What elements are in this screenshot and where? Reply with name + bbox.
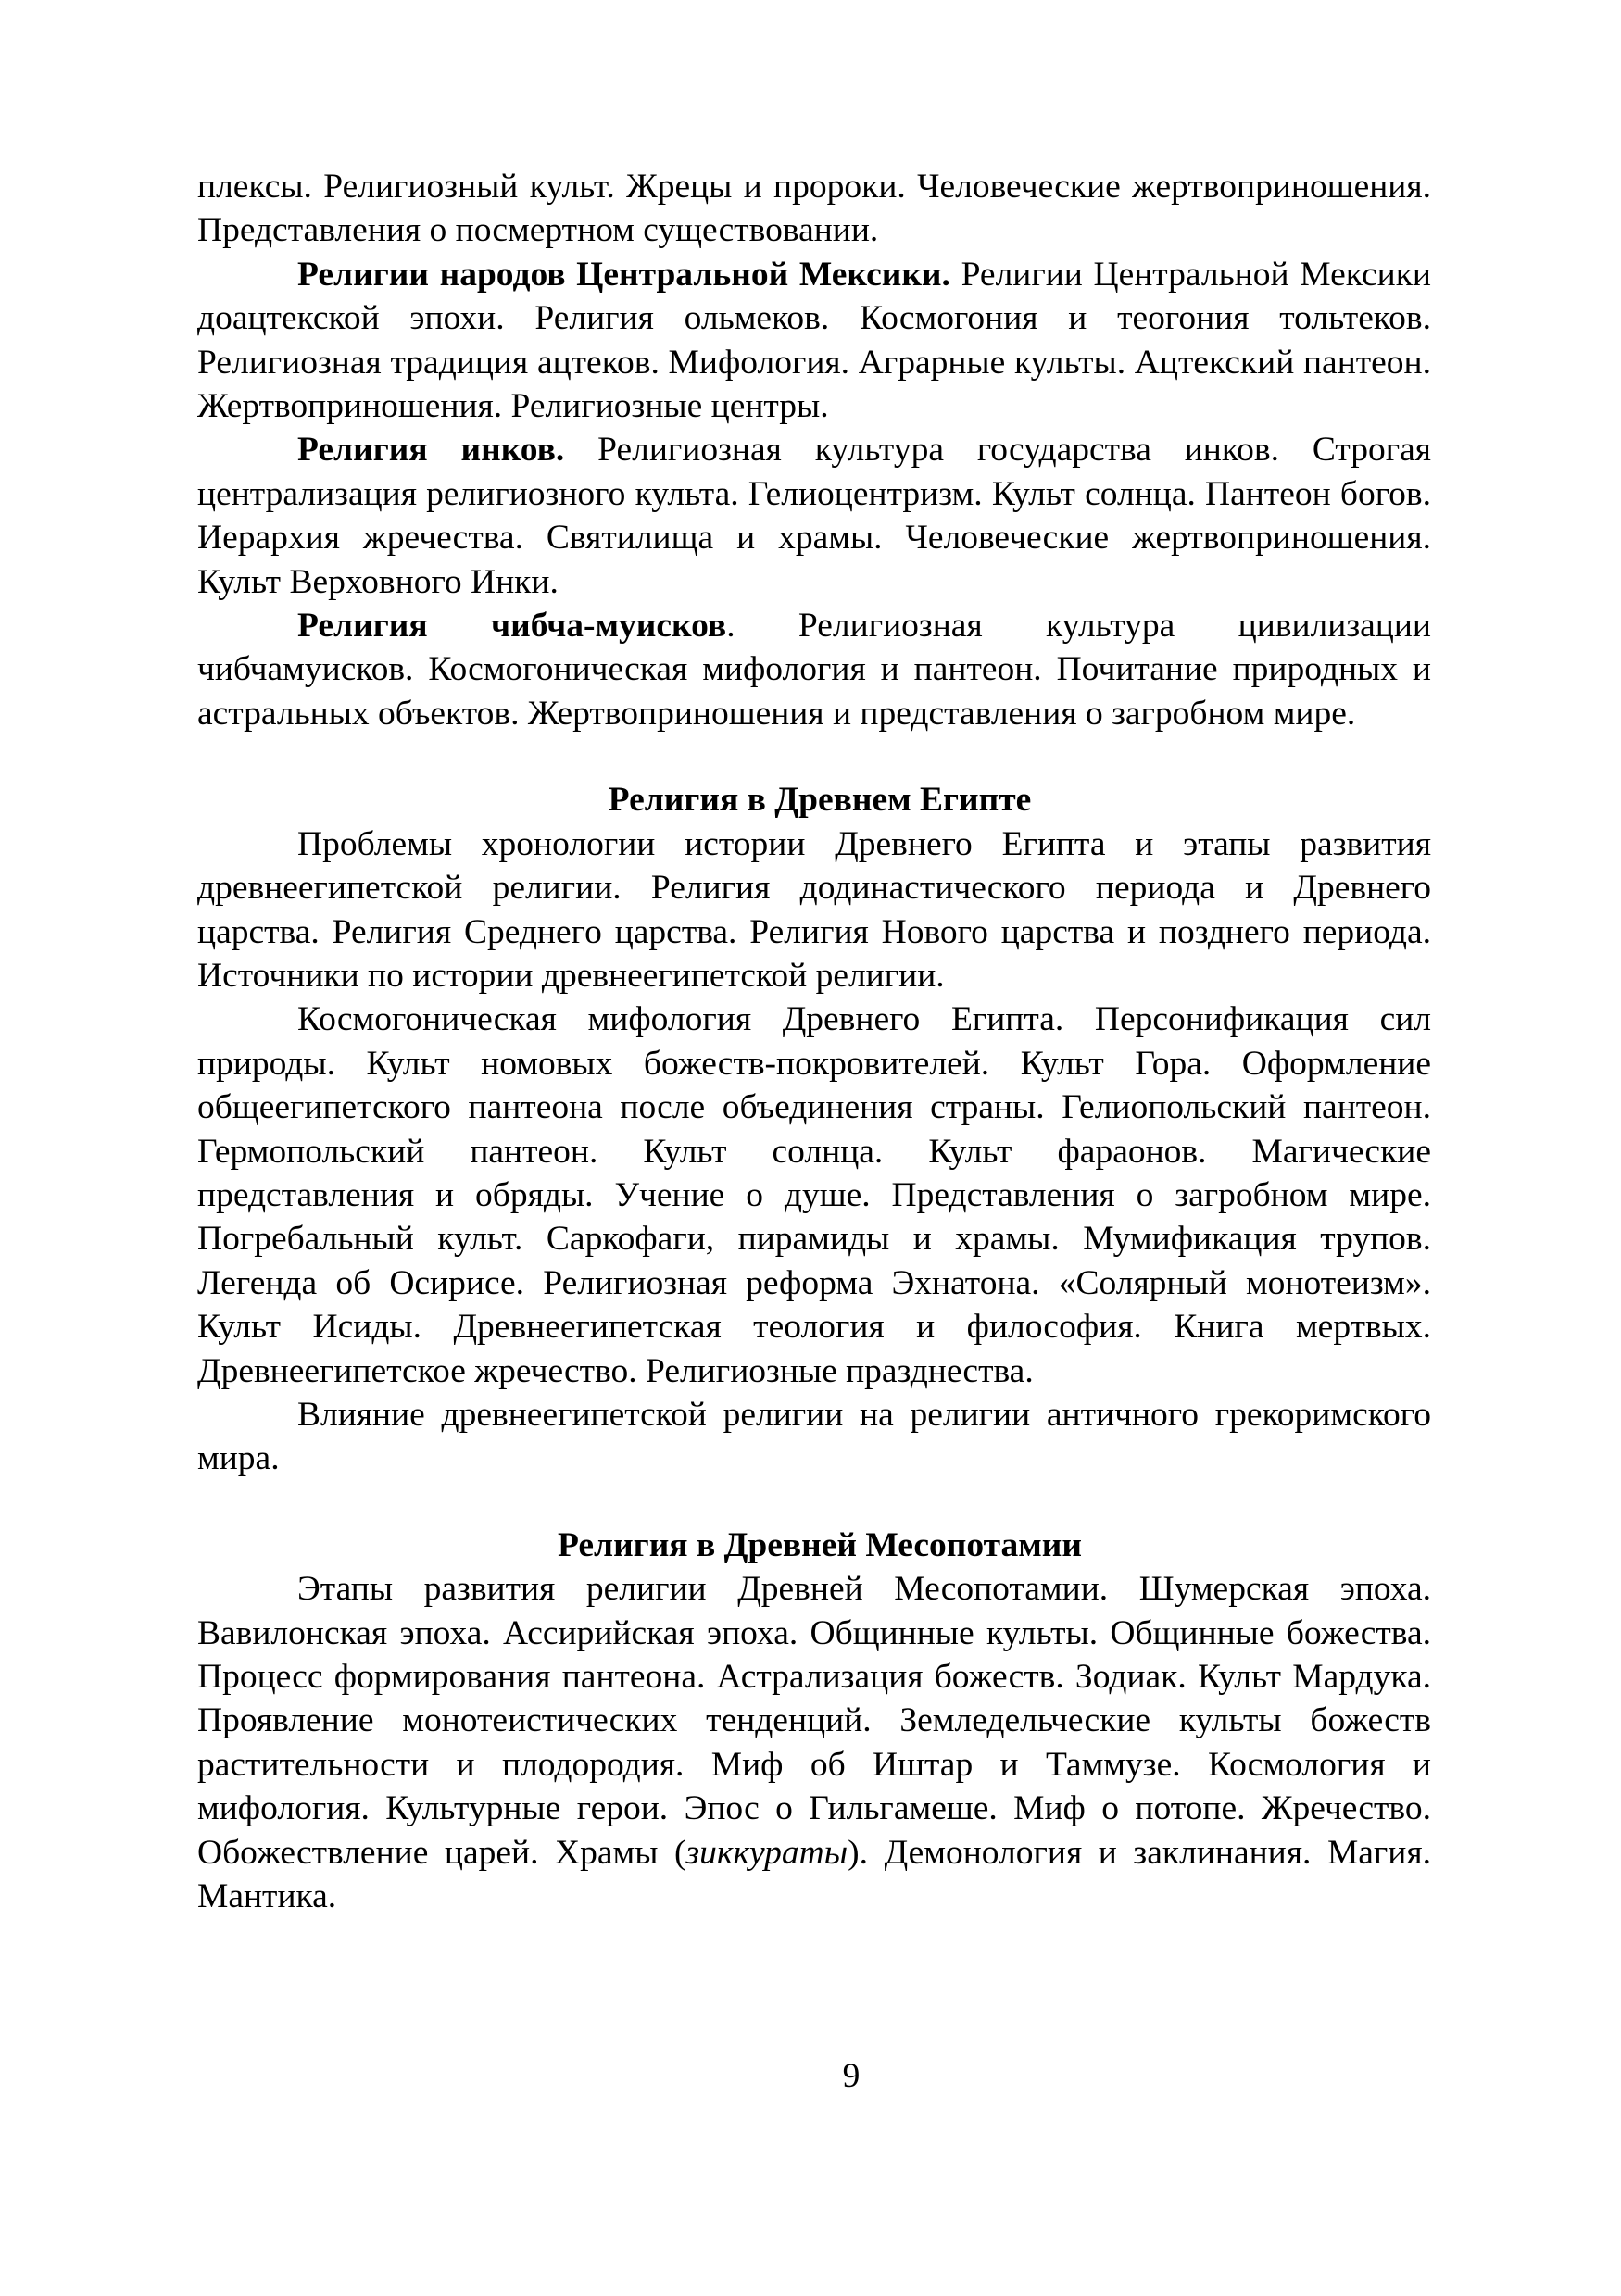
inca-paragraph <box>197 428 1431 604</box>
page-number: 9 <box>842 2057 861 2095</box>
inca-text: Религиозная культура государства инков. Строгая централизация религиозного культа. Гелиоцентризм. Культ солнца. Пантеон богов. Иерархия жречества. Святилища и храмы. Человеческие жертвоприношения. Культ Верховного Инки. <box>197 431 1431 601</box>
egypt-section-title: Религия в Древнем Египте <box>608 781 1032 820</box>
mesopotamia-paragraph <box>197 1567 1431 1918</box>
egypt-paragraph-2: Космогоническая мифология Древнего Египта. Персонификация сил природы. Культ номовых божеств-покровителей. Культ Гора. Оформление общеегипетского пантеона после объединения страны. Гелиопольский пантеон. Гермопольский пантеон. Культ солнца. Культ фараонов. Магические представления и обряды. Учение о душе. Представления о загробном мире. Погребальный культ. Саркофаги, пирамиды и храмы. Мумификация трупов. Легенда об Осирисе. Религиозная реформа Эхнатона. «Солярный монотеизм». Культ Исиды. Древнеегипетская теология и философия. Книга мертвых. Древнеегипетское жречество. Религиозные празднества. <box>197 1000 1431 1390</box>
mexico-paragraph <box>197 253 1431 429</box>
mexico-heading: Религии народов Центральной Мексики. <box>297 255 950 294</box>
chibcha-text: . Религиозная культура цивилизации чибчамуисков. Космогоническая мифология и пантеон. Почитание природных и астральных объектов. Жертвоприношения и представления о загробном мире. <box>197 607 1431 733</box>
mesopotamia-section-title: Религия в Древней Месопотамии <box>557 1525 1083 1564</box>
egypt-paragraph-3: Влияние древнеегипетской религии на религии античного грекоримского мира. <box>197 1395 1431 1478</box>
mexico-text: Религии Центральной Мексики доацтекской эпохи. Религия ольмеков. Космогония и теогония тольтеков. Религиозная традиция ацтеков. Мифология. Аграрные культы. Ацтекский пантеон. Жертвоприношения. Религиозные центры. <box>197 255 1432 426</box>
mesopotamia-text-end: ). Демонология и заклинания. Магия. Мантика. <box>197 1833 1431 1916</box>
continuation-paragraph: плексы. Религиозный культ. Жрецы и пророки. Человеческие жертвоприношения. Представления о посмертном существовании. <box>197 168 1431 250</box>
mesopotamia-text-start: Этапы развития религии Древней Месопотамии. Шумерская эпоха. Вавилонская эпоха. Ассирийская эпоха. Общинные культы. Общинные божества. Процесс формирования пантеона. Астрализация божеств. Зодиак. Культ Мардука. Проявление монотеистических тенденций. Земледельческие культы божеств растительности и плодородия. Миф об Иштар и Таммузе. Космология и мифология. Культурные герои. Эпос о Гильгамеше. Миф о потопе. Жречество. Обожествление царей. Храмы ( <box>197 1570 1431 1872</box>
inca-heading: Религия инков. <box>297 431 565 470</box>
chibcha-paragraph <box>197 604 1431 735</box>
chibcha-heading: Религия чибча-муисков <box>297 607 727 646</box>
egypt-paragraph-1: Проблемы хронологии истории Древнего Египта и этапы развития древнеегипетской религии. Религия додинастического периода и Древнего царства. Религия Среднего царства. Религия Нового царства и позднего периода. Источники по истории древнеегипетской религии. <box>197 824 1431 995</box>
page-body <box>197 165 1431 1918</box>
ziggurat-term: зиккураты <box>685 1833 848 1872</box>
